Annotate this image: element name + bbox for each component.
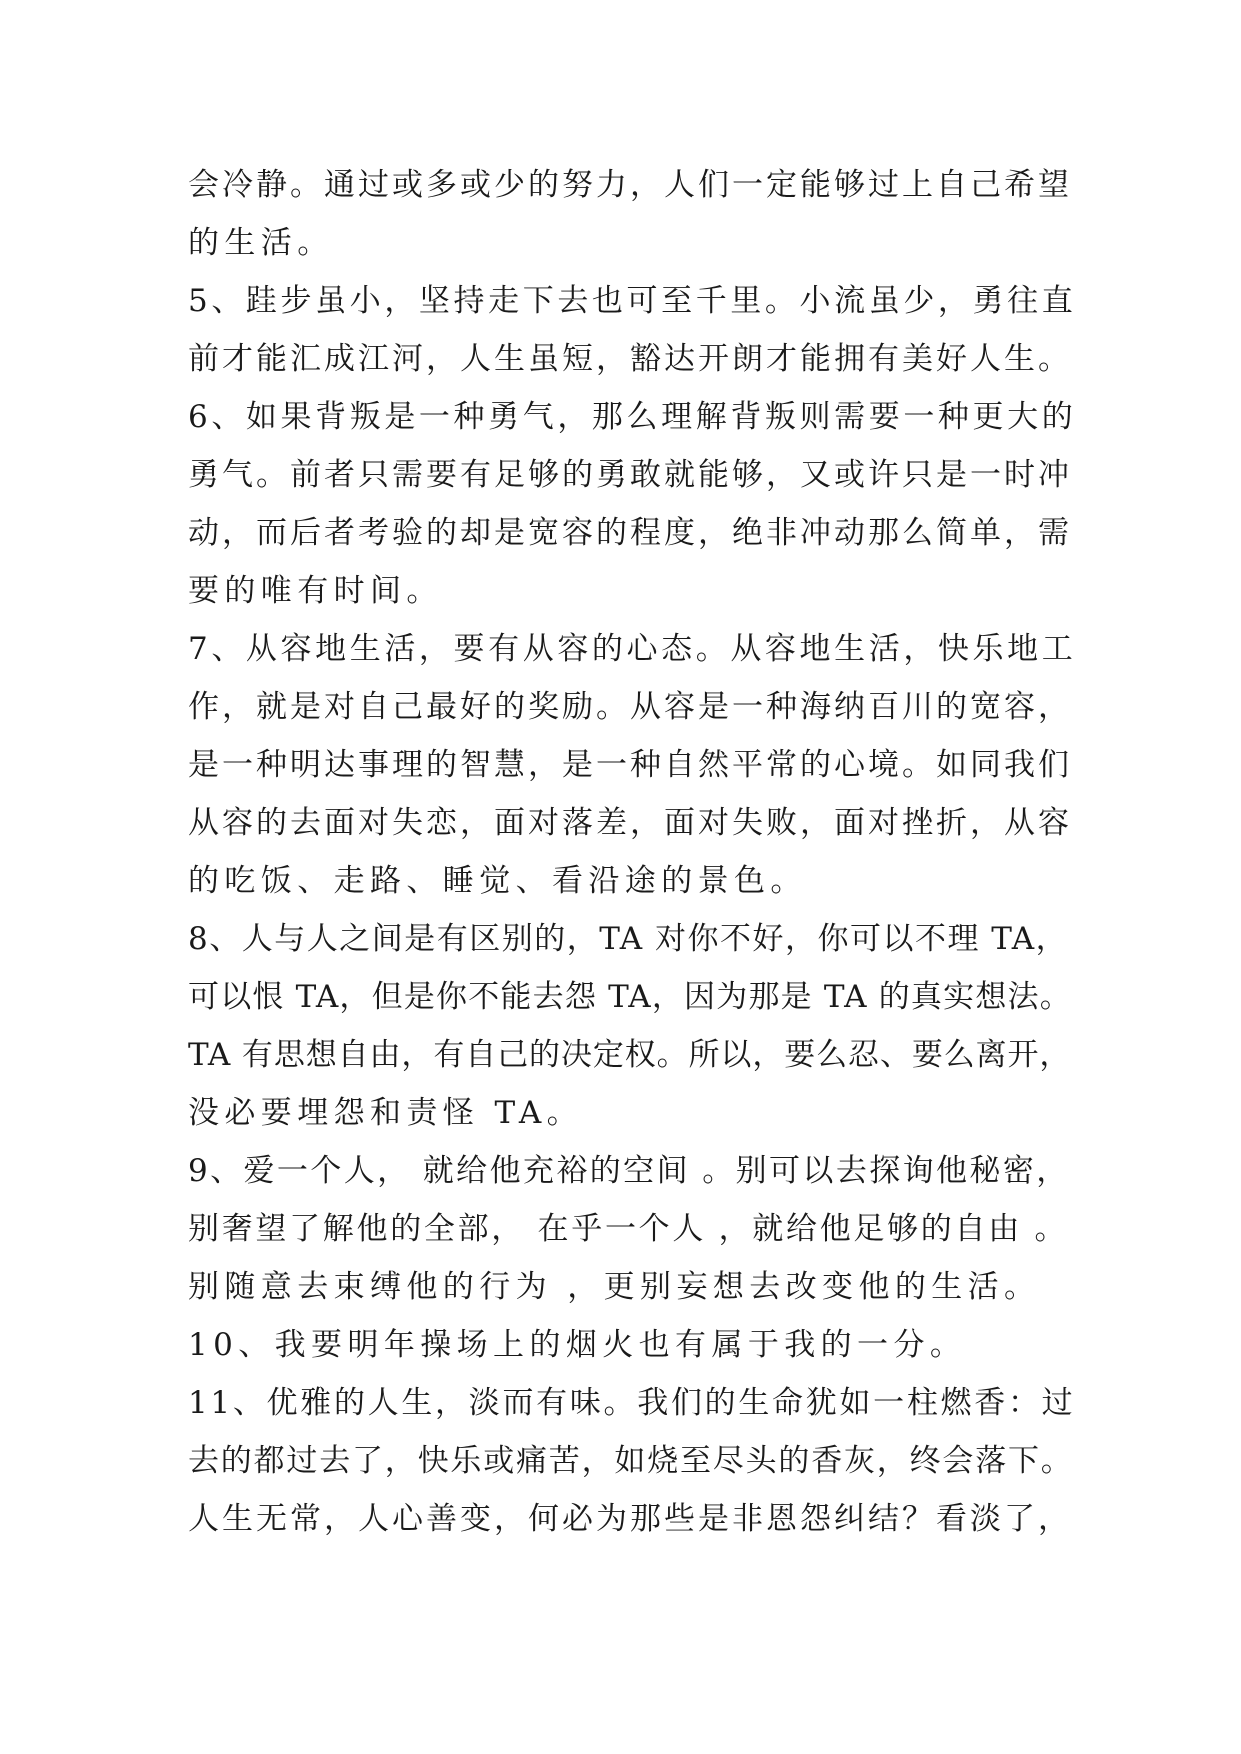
text-line: 会冷静。通过或多或少的努力，人们一定能够过上自己希望	[188, 167, 1072, 203]
text-line: 别随意去束缚他的行为 ，更别妄想去改变他的生活。	[188, 1269, 1041, 1305]
text-line: 7、从容地生活，要有从容的心态。从容地生活，快乐地工	[188, 631, 1077, 667]
text-line: TA 有思想自由，有自己的决定权。所以，要么忍、要么离开，	[188, 1037, 1072, 1073]
text-line: 11、优雅的人生，淡而有味。我们的生命犹如一柱燃香：过	[188, 1385, 1076, 1421]
text-line: 10、我要明年操场上的烟火也有属于我的一分。	[188, 1327, 967, 1363]
text-line: 人生无常，人心善变，何必为那些是非恩怨纠结？看淡了，	[188, 1501, 1072, 1537]
text-line: 的生活。	[188, 225, 334, 261]
text-line: 别奢望了解他的全部， 在乎一个人 ，就给他足够的自由 。	[188, 1211, 1069, 1247]
text-line: 前才能汇成江河，人生虽短，豁达开朗才能拥有美好人生。	[188, 341, 1072, 377]
text-line: 没必要埋怨和责怪 TA。	[188, 1095, 584, 1131]
text-line: 动，而后者考验的却是宽容的程度，绝非冲动那么简单，需	[188, 515, 1072, 551]
text-line: 可以恨 TA，但是你不能去怨 TA，因为那是 TA 的真实想法。	[188, 979, 1072, 1015]
text-line: 作，就是对自己最好的奖励。从容是一种海纳百川的宽容，	[188, 689, 1072, 725]
text-line: 去的都过去了，快乐或痛苦，如烧至尽头的香灰，终会落下。	[188, 1443, 1074, 1479]
text-line: 的吃饭、走路、睡觉、看沿途的景色。	[188, 863, 807, 899]
text-line: 9、爱一个人， 就给他充裕的空间 。别可以去探询他秘密，	[188, 1153, 1070, 1189]
document-body	[188, 156, 1077, 1548]
text-line: 从容的去面对失恋，面对落差，面对失败，面对挫折，从容	[188, 805, 1072, 841]
text-line: 6、如果背叛是一种勇气，那么理解背叛则需要一种更大的	[188, 399, 1077, 435]
text-line: 8、人与人之间是有区别的，TA 对你不好，你可以不理 TA，	[188, 921, 1069, 957]
text-line: 5、跬步虽小，坚持走下去也可至千里。小流虽少，勇往直	[188, 283, 1077, 319]
text-line: 要的唯有时间。	[188, 573, 443, 609]
text-line: 勇气。前者只需要有足够的勇敢就能够，又或许只是一时冲	[188, 457, 1072, 493]
text-line: 是一种明达事理的智慧，是一种自然平常的心境。如同我们	[188, 747, 1072, 783]
